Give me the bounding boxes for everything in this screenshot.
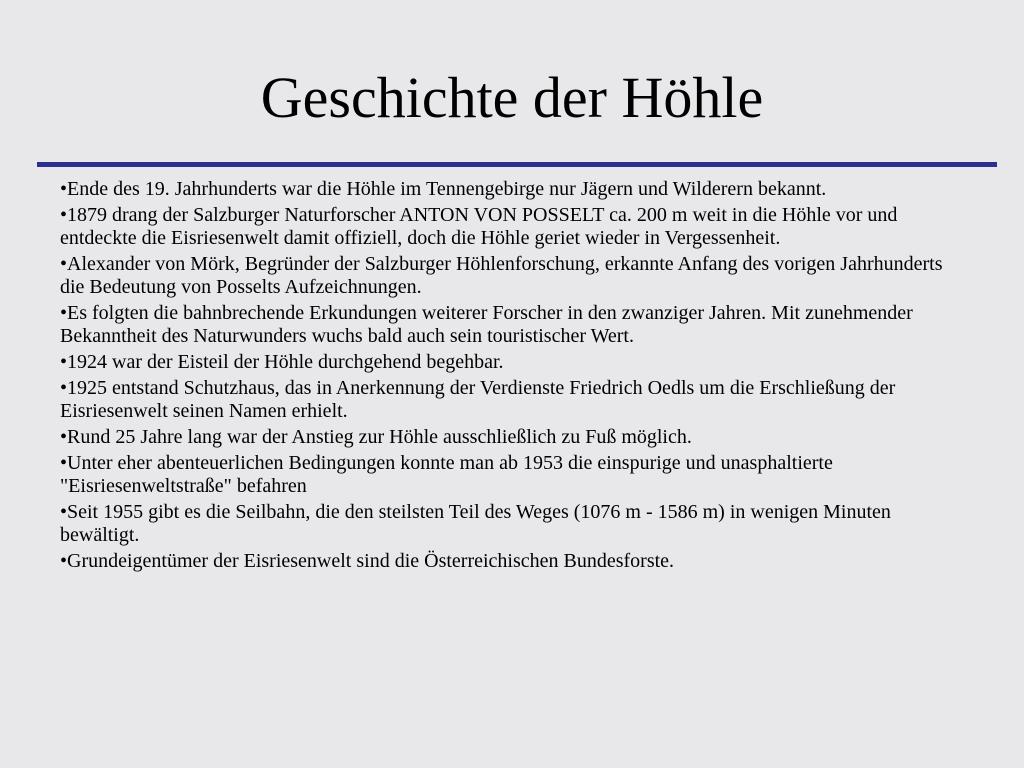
bullet-item: •1924 war der Eisteil der Höhle durchgehend begehbar. [60, 351, 504, 373]
title-divider [37, 162, 997, 167]
bullet-item: •Es folgten die bahnbrechende Erkundungen weiterer Forscher in den zwanziger Jahren. Mit zunehmender Bekanntheit des Naturwunders wuchs bald auch sein touristischer Wert. [60, 302, 913, 347]
bullet-item: •1925 entstand Schutzhaus, das in Anerkennung der Verdienste Friedrich Oedls um die Erschließung der Eisriesenwelt seinen Namen erhielt. [60, 377, 896, 422]
bullet-item: •Alexander von Mörk, Begründer der Salzburger Höhlenforschung, erkannte Anfang des vorigen Jahrhunderts die Bedeutung von Posselts Aufzeichnungen. [60, 253, 943, 298]
bullet-item: •Unter eher abenteuerlichen Bedingungen konnte man ab 1953 die einspurige und unasphaltierte "Eisriesenweltstraße" befahren [60, 452, 833, 497]
bullet-item: •Ende des 19. Jahrhunderts war die Höhle im Tennengebirge nur Jägern und Wilderern bekannt. [60, 178, 827, 200]
bullet-item: •Grundeigentümer der Eisriesenwelt sind die Österreichischen Bundesforste. [60, 550, 675, 572]
bullet-list [60, 178, 960, 576]
slide-title: Geschichte der Höhle [260, 65, 764, 130]
bullet-item: •Seit 1955 gibt es die Seilbahn, die den steilsten Teil des Weges (1076 m - 1586 m) in wenigen Minuten bewältigt. [60, 501, 891, 546]
bullet-item: •1879 drang der Salzburger Naturforscher ANTON VON POSSELT ca. 200 m weit in die Höhle vor und entdeckte die Eisriesenwelt damit offiziell, doch die Höhle geriet wieder in Vergessenheit. [60, 204, 898, 249]
bullet-item: •Rund 25 Jahre lang war der Anstieg zur Höhle ausschließlich zu Fuß möglich. [60, 426, 692, 448]
